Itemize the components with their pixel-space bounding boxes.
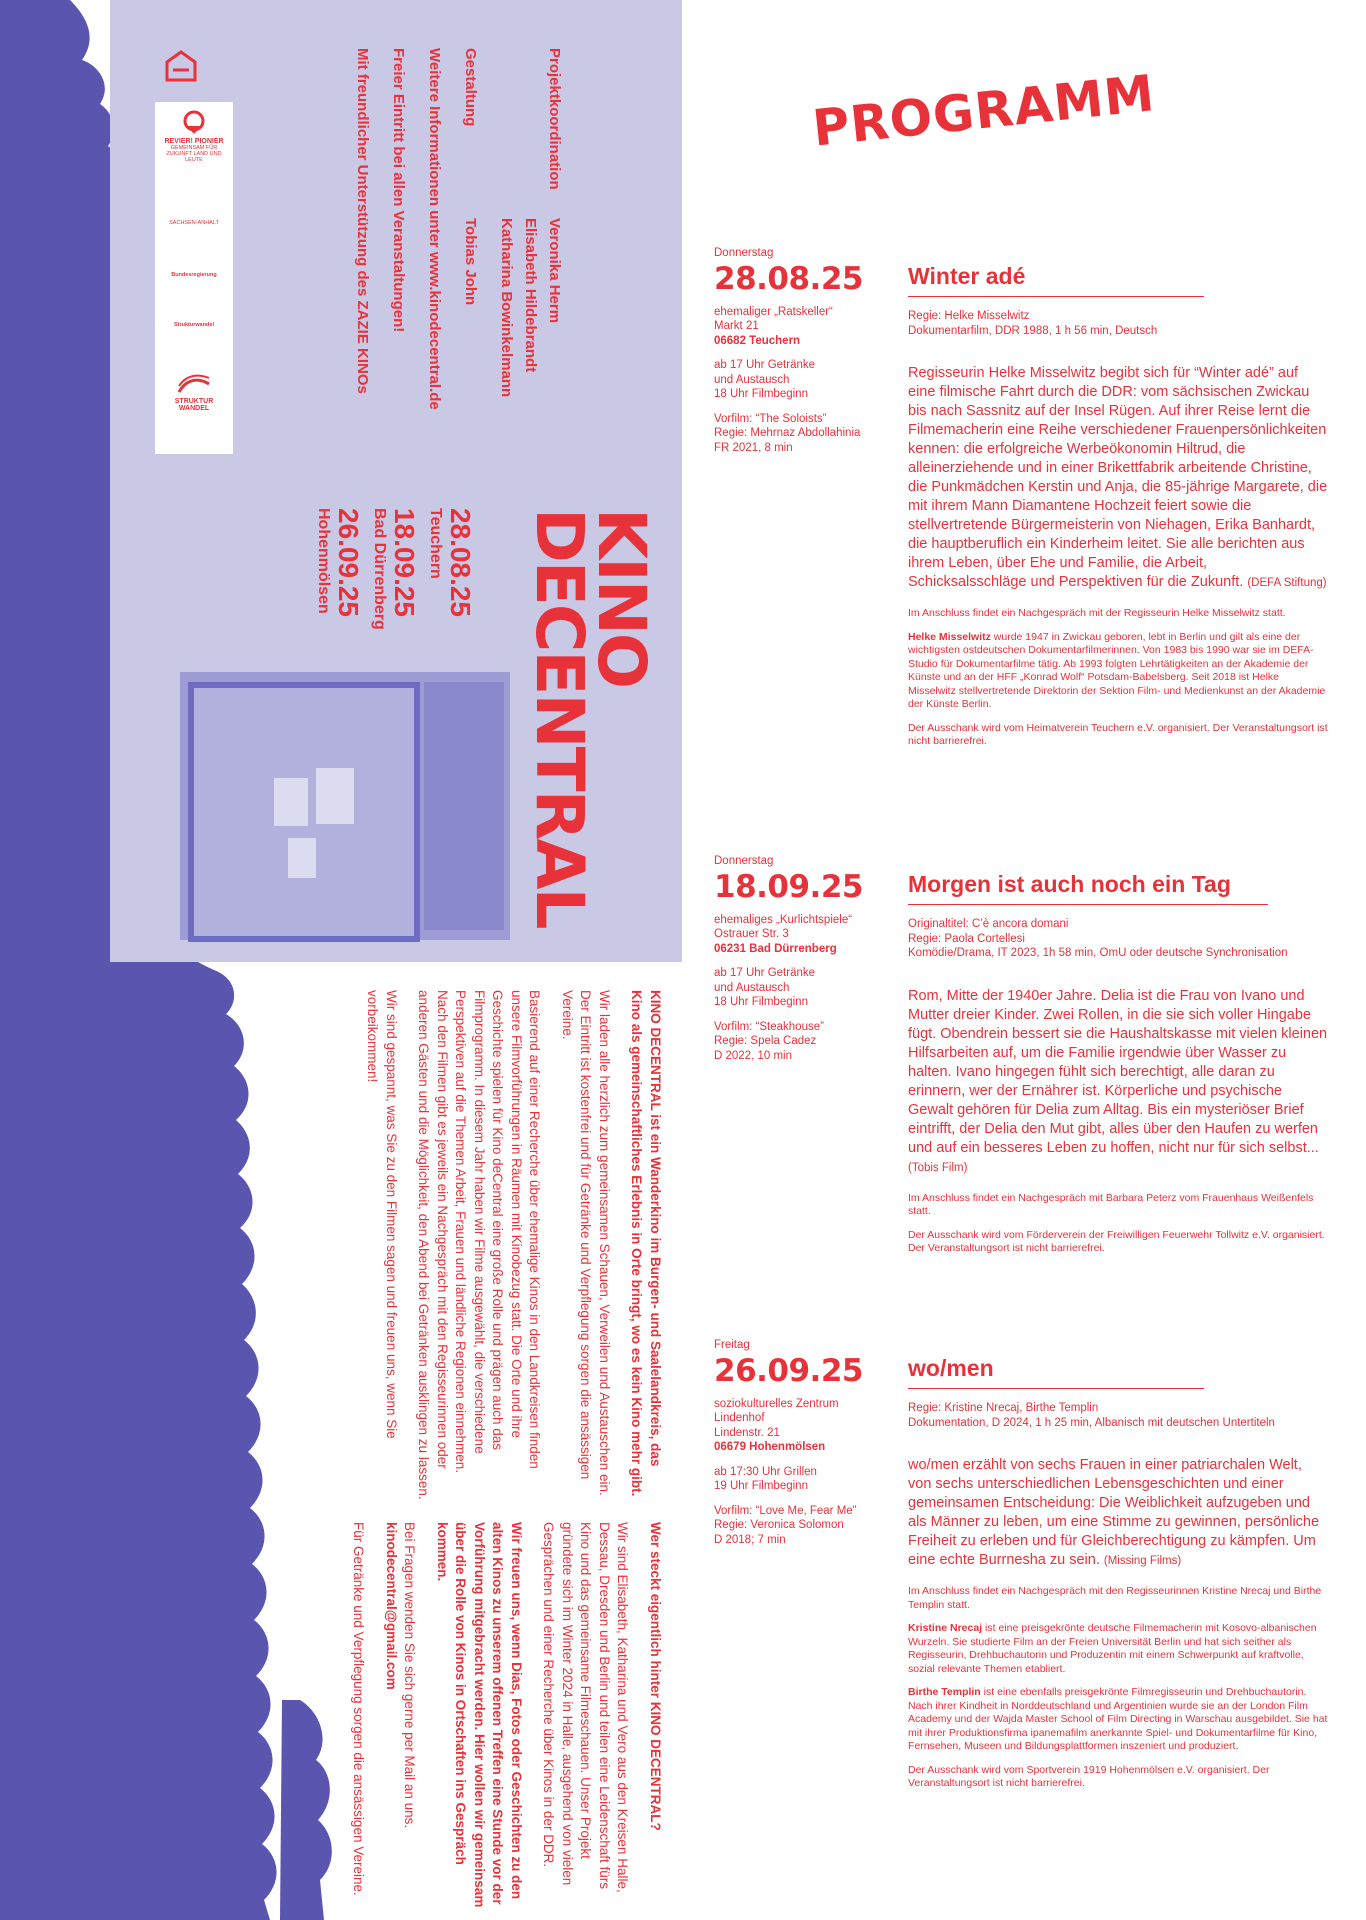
intro-column-2 [335, 1522, 664, 1912]
intro-lead: KINO DECENTRAL ist ein Wanderkino im Burgen- und Saalelandkreis, das Kino als gemeinschaftliches Erlebnis in Orte bringt, wo es kein Kino mehr gibt. [629, 990, 663, 1497]
credit-coordination: ProjektkoordinationVeronika Herm [546, 48, 563, 324]
film-description: Rom, Mitte der 1940er Jahre. Delia ist die Frau von Ivano und Mutter dreier Kinder. Zwei Rollen, in die sie sich voller Hingabe fügt. Obendrein bessert sie die Haushaltskasse mit vielen kleinen Hilfsarbeiten auf, um die Familie irgendwie über Wasser zu halten. Ivano hingegen fühlt sich berechtigt, alle daran zu erinnern, wer der Ernährer ist. Körperliche und psychische Gewalt gehören für Delia zum Alltag. Bis ein mysteriöser Brief eintrifft, der Delia den Mut gibt, alles über den Haufen zu werfen und auf ein besseres Leben zu hoffen, nicht nur für sich selbst... (Tobis Film) [908, 987, 1328, 1174]
host-note: Der Ausschank wird vom Förderverein der Freiwilligen Feuerwehr Tollwitz e.V. organisiert. Der Veranstaltungsort ist nicht barrierefrei. [908, 1228, 1325, 1254]
date-item: 28.08.25 Teuchern [427, 508, 476, 617]
kino-decentral-logo: KINO DECENTRAL [521, 508, 660, 928]
film-title: Morgen ist auch noch ein Tag [908, 870, 1268, 905]
pin-icon [181, 110, 207, 136]
director-bio: Helke Misselwitz wurde 1947 in Zwickau geboren, lebt in Berlin und gilt als eine der wichtigsten ostdeutschen Dokumentarfilmerinnen. Von 1983 bis 1990 war sie im DEFA-Studio für Dokumentarfilme tätig. Ab 1993 folgten Lehrtätigkeiten an der Akademie der Künste und an der HFF „Konrad Wolf“ Potsdam-Babelsberg. Seit 2018 ist Helke Misselwitz stellvertretende Direktorin der Sektion Film- und Medienkunst an der Akademie der Künste Berlin. [908, 630, 1326, 710]
thanks-line: Mit freundlicher Unterstützung des ZAZIE KINOs [354, 48, 371, 394]
credit-coordination-2: Elisabeth Hildebrandt [522, 218, 539, 373]
date-item: 26.09.25 Hohenmölsen [315, 508, 364, 617]
intro-column-1 [349, 990, 664, 1500]
intro-closing: Wir sind gespannt, was Sie zu den Filmen sagen und freuen uns, wenn Sie vorbeikommen! [365, 990, 399, 1439]
event-info: Donnerstag 18.09.25 ehemaliges „Kurlichtspiele“ Ostrauer Str. 3 06231 Bad Dürrenberg ab 17 Uhr Getränke und Austausch 18 Uhr Filmbeginn Vorfilm: “Steakhouse” Regie: Spela Cadez D 2022, 10 min [714, 854, 894, 1063]
bundesregierung-logo: Bundesregierung [171, 272, 217, 278]
event-date: 28.08.25 [714, 260, 863, 297]
who-text: Wir sind Elisabeth, Katharina und Vero aus den Kreisen Halle, Dessau, Dresden und Berlin und teilen eine Leidenschaft fürs Kino und das gemeinsame Filmeschauen. Unser Projekt gründete sich im Winter 2024 in Halle, ausgehend von vielen Gesprächen und einer Recherche über Kinos in der DDR. [541, 1522, 631, 1893]
credit-coordination-3: Katharina Bowinkelmann [498, 218, 515, 398]
free-entry-line: Freier Eintritt bei allen Veranstaltungen! [390, 48, 407, 333]
talk-note: Im Anschluss findet ein Nachgespräch mit der Regisseurin Helke Misselwitz statt. [908, 607, 1286, 619]
film-title: wo/men [908, 1354, 1204, 1389]
strukturwandel-logo: STRUKTUR WANDEL [161, 374, 227, 412]
director-bio: Kristine Nrecaj ist eine preisgekrönte deutsche Filmemacherin mit Kosovo-albanischen Wurzeln. Sie studierte Film an der Freien Universität Berlin und hat sich seither als Regisseurin, Drehbuchautorin und Produzentin mit einem Schwerpunkt auf kraftvolle, sozial relevante Themen etabliert. [908, 1622, 1317, 1675]
catering-note: Für Getränke und Verpflegung sorgen die ansässigen Vereine. [351, 1522, 367, 1896]
intro-research: Basierend auf einer Recherche über ehemalige Kinos in den Landkreisen finden unsere Filmvorführungen in Räumen mit Kinobezug statt. Die Orte und ihre Geschichte spielen für Kino deCentral eine große Rolle und prägen auch das Filmprogramm. In diesem Jahr haben wir Filme ausgewählt, die verschiedene Perspektiven auf die Themen Arbeit, Frauen und ländliche Regionen einnehmen. Nach den Filmen gibt es jeweils ein Nachgespräch mit den Regisseurinnen oder anderen Gästen und die Möglichkeit, den Abend bei Getränken ausklingen zu lassen. [416, 990, 543, 1500]
talk-note: Im Anschluss findet ein Nachgespräch mit den Regisseurinnen Kristine Nrecaj und Birthe Templin statt. [908, 1585, 1322, 1611]
showcase-side [424, 682, 504, 930]
call-for-stories: Wir freuen uns, wenn Dias, Fotos oder Geschichten zu den alten Kinos zu unserem offenen Treffen eine Stunde vor der Vorführung mitgebracht werden. Hier wollen wir gemeinsam über die Rolle von Kinos in Ortschaften ins Gespräch kommen. [435, 1522, 524, 1908]
showcase-photo [180, 672, 510, 940]
who-title: Wer steckt eigentlich hinter KINO DECENTRAL? [648, 1522, 663, 1831]
event-date: 18.09.25 [714, 868, 863, 905]
strukturwandel-small-logo: Strukturwandel [173, 322, 215, 328]
film-description: Regisseurin Helke Misselwitz begibt sich für “Winter adé” auf eine filmische Fahrt durch die DDR: vom sächsischen Zwickau bis nach Sassnitz auf der Insel Rügen. Auf ihrer Reise lernt die Filmemacherin eine Reihe verschiedener Frauenpersönlichkeiten kennen: die erfolgreiche Werbeökonomin Hiltrud, die alleinerziehende und in einer Brikettfabrik arbeitende Christine, die Punkmädchen Kerstin und Anja, die 85-jährige Margarete, die mit ihrem Mann Diamantene Hochzeit feiert sowie die stellvertretende Bürgermeisterin von Niehagen, Erika Banhardt, die hauptberuflich ein Kinderheim leitet. Sie alle berichten aus ihrem Leben, über Ehe und Familie, die Arbeit, Schicksalsschläge und Perspektiven für die Zukunft. (DEFA Stiftung) [908, 365, 1328, 590]
info-line: Weitere Informationen unter www.kinodecentral.de [426, 48, 443, 410]
director-bio: Birthe Templin ist eine ebenfalls preisgekrönte Filmregisseurin und Drehbuchautorin. Nach ihrer Kindheit in Norddeutschland und Argentinien wurde sie an der London Film Academy und der Wajda Master School of Film Directing in Warschau ausgebildet. Sie hat mit ihrer Produktionsfirma ipanemafilm anerkannte Spiel- und Dokumentarfilme für Kino, Fernsehen, Museen und Bildungsplattformen inszeniert und produziert. [908, 1686, 1328, 1752]
date-item: 18.09.25 Bad Dürrenberg [371, 508, 420, 630]
host-note: Der Ausschank wird vom Heimatverein Teuchern e.V. organisiert. Der Veranstaltungsort ist nicht barrierefrei. [908, 721, 1328, 747]
sponsor-logos [155, 102, 233, 454]
sachsen-anhalt-logo: SACHSEN-ANHALT [169, 220, 219, 226]
event-date: 26.09.25 [714, 1352, 863, 1389]
credits-block [344, 48, 572, 410]
film-description: wo/men erzählt von sechs Frauen in einer patriarchalen Welt, von sechs unterschiedlichen Lebensgeschichten und einer gemeinsamen Entscheidung: Die Weiblichkeit aufzugeben und als Männer zu leben, um eine Stimme zu gewinnen, persönliche Freiheit zu erleben und für Gleichberechtigung zu kämpfen. Um eine echte Burrnesha zu sein. (Missing Films) [908, 1457, 1320, 1568]
event-details: wo/men Regie: Kristine Nrecaj, Birthe Templin Dokumentation, D 2024, 1 h 25 min, Albanisch mit deutschen Untertiteln wo/men erzählt von sechs Frauen in einer patriarchalen Welt, von sechs unterschiedlichen Lebensgeschichten und einer gemeinsamen Entscheidung: Die Weiblichkeit aufzugeben und als Männer zu leben, um eine Stimme zu gewinnen, persönliche Freiheit zu erleben und für Gleichberechtigung zu kämpfen. Um eine echte Burrnesha zu sein. (Missing Films) Im Anschluss findet ein Nachgespräch mit den Regisseurinnen Kristine Nrecaj und Birthe Templin statt. Kristine Nrecaj ist eine preisgekrönte deutsche Filmemacherin mit Kosovo-albanischen Wurzeln. Sie studierte Film an der Freien Universität Berlin und hat sich seither als Regisseurin, Drehbuchautorin und Produzentin mit einem Schwerpunkt auf kraftvolle, sozial relevante Themen etabliert. Birthe Templin ist eine ebenfalls preisgekrönte Filmregisseurin und Drehbuchautorin. Nach ihrer Kindheit in Norddeutschland und Argentinien wurde sie an der London Film Academy und der Wajda Master School of Film Directing in Warschau ausgebildet. Sie hat mit ihrer Produktionsfirma ipanemafilm anerkannte Spiel- und Dokumentarfilme für Kino, Fernsehen, Museen und Bildungsplattformen inszeniert und produziert. Der Ausschank wird vom Sportverein 1919 Hohenmölsen e.V. organisiert. Der Veranstaltungsort ist nicht barrierefrei. [908, 1355, 1328, 1789]
event-details: Winter adé Regie: Helke Misselwitz Dokumentarfilm, DDR 1988, 1 h 56 min, Deutsch Regisseurin Helke Misselwitz begibt sich für “Winter adé” auf eine filmische Fahrt durch die DDR: vom sächsischen Zwickau bis nach Sassnitz auf der Insel Rügen. Auf ihrer Reise lernt die Filmemacherin eine Reihe verschiedener Frauenpersönlichkeiten kennen: die erfolgreiche Werbeökonomin Hiltrud, die alleinerziehende und in einer Brikettfabrik arbeitende Christine, die Punkmädchen Kerstin und Anja, die 85-jährige Margarete, die mit ihrem Mann Diamantene Hochzeit feiert sowie die stellvertretende Bürgermeisterin von Niehagen, Erika Banhardt, die hauptberuflich ein Kinderheim leitet. Sie alle berichten aus ihrem Leben, über Ehe und Familie, die Arbeit, Schicksalsschläge und Perspektiven für die Zukunft. (DEFA Stiftung) Im Anschluss findet ein Nachgespräch mit der Regisseurin Helke Misselwitz statt. Helke Misselwitz wurde 1947 in Zwickau geboren, lebt in Berlin und gilt als eine der wichtigsten ostdeutschen Dokumentarfilmerinnen. Von 1983 bis 1990 war sie im DEFA-Studio für Dokumentarfilme tätig. Ab 1993 folgten Lehrtätigkeiten an der Akademie der Künste und an der HFF „Konrad Wolf“ Potsdam-Babelsberg. Seit 2018 ist Helke Misselwitz stellvertretende Direktorin der Sektion Film- und Medienkunst an der Akademie der Künste Berlin. Der Ausschank wird vom Heimatverein Teuchern e.V. organisiert. Der Veranstaltungsort ist nicht barrierefrei. [908, 263, 1328, 747]
event-info: Freitag 26.09.25 soziokulturelles Zentrum Lindenhof Lindenstr. 21 06679 Hohenmölsen ab 17:30 Uhr Grillen 19 Uhr Filmbeginn Vorfilm: “Love Me, Fear Me” Regie: Veronica Solomon D 2018; 7 min [714, 1338, 894, 1547]
dates-list [308, 508, 476, 630]
zazie-kino-icon [163, 48, 199, 84]
host-note: Der Ausschank wird vom Sportverein 1919 Hohenmölsen e.V. organisiert. Der Veranstaltungsort ist nicht barrierefrei. [908, 1763, 1270, 1789]
showcase-frame [188, 682, 420, 942]
talk-note: Im Anschluss findet ein Nachgespräch mit Barbara Peterz vom Frauenhaus Weißenfels statt. [908, 1191, 1314, 1217]
film-title: Winter adé [908, 262, 1204, 297]
intro-invite: Wir laden alle herzlich zum gemeinsamen Schauen, Verweilen und Austauschen ein. Der Eintritt ist kostenfrei und für Getränke und Verpflegung sorgen die ansässigen Vereine. [560, 990, 612, 1496]
event-info: Donnerstag 28.08.25 ehemaliger „Ratskeller“ Markt 21 06682 Teuchern ab 17 Uhr Getränke und Austausch 18 Uhr Filmbeginn Vorfilm: “The Soloists” Regie: Mehrnaz Abdollahinia FR 2021, 8 min [714, 246, 894, 455]
credit-design: GestaltungTobias John [462, 48, 479, 306]
contact-text: Bei Fragen wenden Sie sich gerne per Mail an uns. [402, 1522, 418, 1829]
event-details: Morgen ist auch noch ein Tag Originaltitel: C’è ancora domani Regie: Paola Cortellesi Komödie/Drama, IT 2023, 1h 58 min, OmU oder deutsche Synchronisation Rom, Mitte der 1940er Jahre. Delia ist die Frau von Ivano und Mutter dreier Kinder. Zwei Rollen, in die sie sich voller Hingabe fügt. Obendrein bessert sie die Haushaltskasse mit vielen kleinen Hilfsarbeiten auf, um die Familie irgendwie über Wasser zu halten. Ivano hingegen fühlt sich berechtigt, alle daran zu erinnern, wer der Ernährer ist. Körperliche und psychische Gewalt gehören für Delia zum Alltag. Bis ein mysteriöser Brief eintrifft, der Delia den Mut gibt, alles über den Haufen zu werfen und auf ein besseres Leben zu hoffen, nicht nur für sich selbst... (Tobis Film) Im Anschluss findet ein Nachgespräch mit Barbara Peterz vom Frauenhaus Weißenfels statt. Der Ausschank wird vom Förderverein der Freiwilligen Feuerwehr Tollwitz e.V. organisiert. Der Veranstaltungsort ist nicht barrierefrei. [908, 871, 1328, 1254]
programme-title: PROGRAMM [810, 64, 1158, 158]
wave-icon [177, 374, 211, 396]
revier-pionier-logo: REVIER! PIONIER GEMEINSAM FÜR ZUKUNFT LAND UND LEUTE [161, 110, 227, 163]
contact-mail[interactable]: kinodecentral@gmail.com [384, 1522, 399, 1690]
